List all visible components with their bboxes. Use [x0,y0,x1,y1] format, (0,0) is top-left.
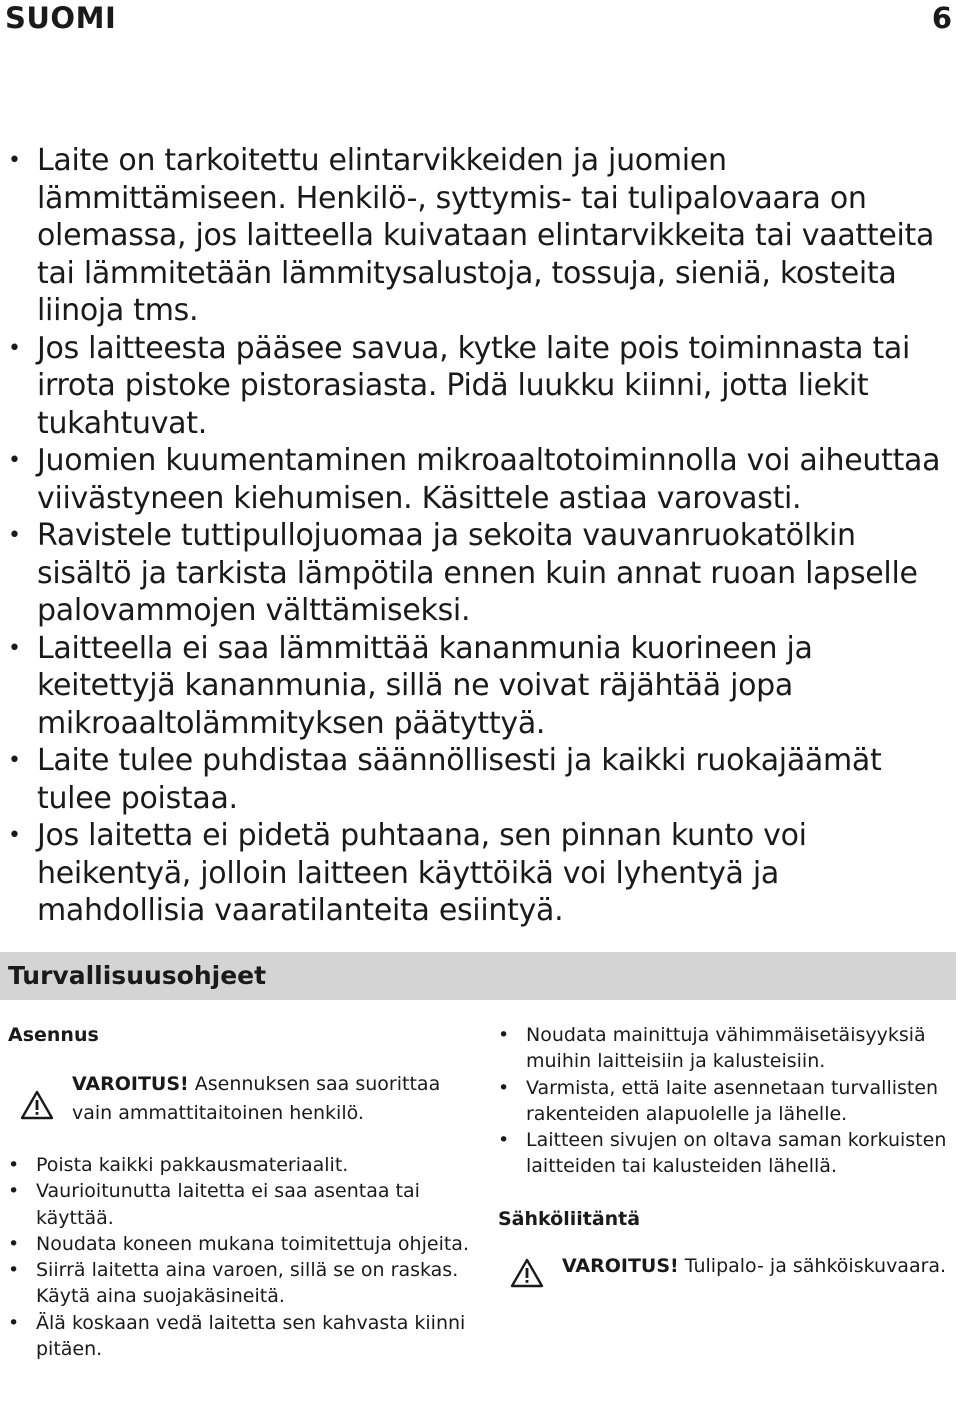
section-header-bar [0,952,956,1000]
right-column [490,1022,958,1280]
list-item-text: Siirrä laitetta aina varoen, sillä se on raskas. Käytä aina suojakäsineitä. [36,1259,459,1308]
bullet-dot-icon: • [8,148,21,173]
bullet-dot-icon: • [8,1259,20,1282]
list-item [0,330,960,443]
bullet-dot-icon: • [8,1180,20,1203]
bullet-dot-icon: • [498,1129,510,1152]
list-item [0,1152,470,1178]
list-item [0,817,960,930]
electrical-warning [490,1252,958,1281]
list-item [0,517,960,630]
list-item [0,1257,470,1310]
bullet-dot-icon: • [8,523,21,548]
list-item-text: Jos laitteesta pääsee savua, kytke laite pois toiminnasta tai irrota pistoke pistorasiasta. Pidä luukku kiinni, jotta liekit tukahtuvat. [37,330,911,441]
list-item [0,1231,470,1257]
list-item-text: Ravistele tuttipullojuomaa ja sekoita vauvanruokatölkin sisältö ja tarkista lämpötila ennen kuin annat ruoan lapselle palovammojen välttämiseksi. [37,518,918,628]
bullet-dot-icon: • [8,1311,20,1334]
installation-bullet-list [0,1152,470,1362]
list-item-text: Laitteella ei saa lämmittää kananmunia kuorineen ja keitettyjä kananmunia, sillä ne voivat räjähtää jopa mikroaaltolämmityksen päätyttyä. [37,630,813,741]
installation-column [0,1022,470,1362]
installation-bullet-list-continued [490,1022,958,1180]
list-item [490,1127,958,1180]
page-header [0,0,960,38]
installation-warning [0,1070,470,1127]
list-item-text: Laite tulee puhdistaa säännöllisesti ja kaikki ruokajäämät tulee poistaa. [37,743,882,816]
bullet-dot-icon: • [498,1076,510,1099]
list-item-text: Noudata koneen mukana toimitettuja ohjeita. [36,1232,469,1255]
language-label: SUOMI [5,1,117,35]
list-item [0,1178,470,1231]
installation-heading: Asennus [8,1024,99,1046]
list-item [0,1310,470,1363]
bullet-dot-icon: • [8,1154,20,1176]
list-item-text: Vaurioitunutta laitetta ei saa asentaa tai käyttää. [36,1180,420,1229]
bullet-dot-icon: • [8,448,21,473]
list-item-text: Laite on tarkoitettu elintarvikkeiden ja juomien lämmittämiseen. Henkilö-, syttymis- tai tulipalovaara on olemassa, jos laitteella kuivataan elintarvikkeita tai vaatteita tai lämmitetään lämmitysalustoja, tossuja, sieniä, kosteita liinoja tms. [37,143,935,328]
warning-triangle-icon [20,1090,54,1120]
page-number: 6 [931,1,952,35]
list-item [0,742,960,817]
warning-label: VAROITUS! [72,1073,189,1095]
warning-label: VAROITUS! [562,1254,679,1277]
bullet-dot-icon: • [498,1024,510,1046]
list-item-text: Poista kaikki pakkausmateriaalit. [36,1154,349,1176]
list-item-text: Varmista, että laite asennetaan turvallisten rakenteiden alapuolelle ja lähelle. [526,1076,939,1125]
bullet-dot-icon: • [8,748,21,773]
section-title: Turvallisuusohjeet [8,961,267,990]
list-item-text: Jos laitetta ei pidetä puhtaana, sen pinnan kunto voi heikentyä, jolloin laitteen käyttöikä voi lyhentyä ja mahdollisia vaaratilanteita esiintyä. [37,818,807,928]
bullet-dot-icon: • [8,335,21,361]
list-item [490,1022,958,1075]
list-item [0,442,960,517]
bullet-dot-icon: • [8,1232,20,1255]
list-item-text: Juomien kuumentaminen mikroaaltotoiminnolla voi aiheuttaa viivästyneen kiehumisen. Käsittele astiaa varovasti. [37,443,941,516]
bullet-dot-icon: • [8,823,21,848]
list-item [490,1075,958,1128]
bullet-dot-icon: • [8,635,21,661]
list-item-text: Älä koskaan vedä laitetta sen kahvasta kiinni pitäen. [36,1311,466,1361]
warning-text: Asennuksen saa suorittaa vain ammattitaitoinen henkilö. [72,1073,441,1124]
warning-text: Tulipalo- ja sähköiskuvaara. [678,1254,947,1277]
warning-triangle-icon [510,1258,544,1288]
list-item [0,142,960,330]
list-item-text: Laitteen sivujen on oltava saman korkuisten laitteiden tai kalusteiden lähellä. [526,1129,947,1178]
intro-bullet-list [0,142,960,930]
electrical-heading: Sähköliitäntä [498,1207,641,1230]
list-item [0,630,960,743]
list-item-text: Noudata mainittuja vähimmäisetäisyyksiä muihin laitteisiin ja kalusteisiin. [526,1024,926,1073]
